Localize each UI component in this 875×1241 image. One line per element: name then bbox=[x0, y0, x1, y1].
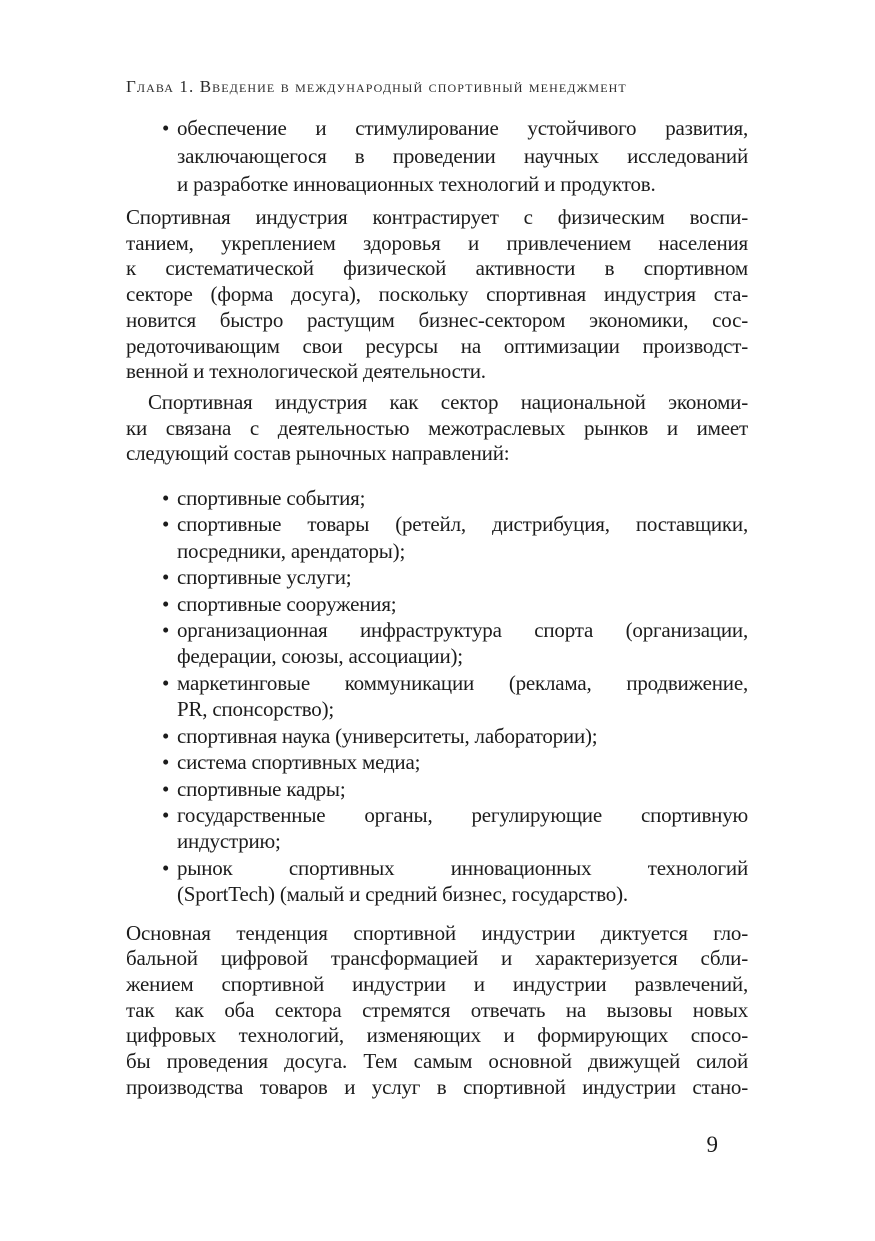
list-item bbox=[126, 564, 748, 590]
text-line: жением спортивной индустрии и индустрии развлечений, bbox=[126, 971, 748, 996]
text-line: заключающегося в проведении научных исследований bbox=[177, 144, 748, 168]
list-item bbox=[126, 855, 748, 908]
text-line: к систематической физической активности в спортивном bbox=[126, 256, 748, 281]
list-item bbox=[126, 114, 748, 198]
text-line: и разработке инновационных технологий и продуктов. bbox=[177, 172, 656, 196]
text-line: спортивные события; bbox=[177, 486, 366, 511]
text-line: редоточивающим свои ресурсы на оптимизации производст- bbox=[126, 333, 748, 358]
paragraph bbox=[126, 390, 748, 467]
text-line: индустрию; bbox=[177, 829, 281, 854]
bullet-icon: • bbox=[162, 618, 170, 643]
bullet-icon: • bbox=[162, 723, 170, 748]
text-line: бальной цифровой трансформацией и характеризуется сбли- bbox=[126, 946, 748, 971]
bullet-icon: • bbox=[162, 591, 170, 616]
market-list bbox=[126, 485, 748, 908]
list-item bbox=[126, 591, 748, 617]
text-line: следующий состав рыночных направлений: bbox=[126, 441, 510, 466]
text-line: федерации, союзы, ассоциации); bbox=[177, 644, 463, 669]
list-item bbox=[126, 617, 748, 670]
list-item bbox=[126, 749, 748, 775]
text-column bbox=[126, 76, 748, 1160]
bullet-icon: • bbox=[162, 565, 170, 590]
bullet-icon: • bbox=[162, 670, 170, 695]
text-line: PR, спонсорство); bbox=[177, 697, 335, 722]
bullet-icon: • bbox=[162, 512, 170, 537]
text-line: посредники, арендаторы); bbox=[177, 538, 406, 563]
running-head: Глава 1. Введение в международный спортивный менеджмент bbox=[126, 77, 627, 96]
text-line: организационная инфраструктура спорта (организации, bbox=[177, 618, 748, 643]
bullet-icon: • bbox=[162, 855, 170, 880]
bullet-icon: • bbox=[162, 776, 170, 801]
text-line: спортивная наука (университеты, лаборатории); bbox=[177, 723, 598, 748]
bullet-icon: • bbox=[162, 750, 170, 775]
text-line: венной и технологической деятельности. bbox=[126, 359, 486, 384]
text-line: система спортивных медиа; bbox=[177, 750, 421, 775]
text-line: спортивные сооружения; bbox=[177, 591, 397, 616]
paragraph bbox=[126, 205, 748, 385]
text-line: маркетинговые коммуникации (реклама, продвижение, bbox=[177, 670, 748, 695]
text-line: спортивные кадры; bbox=[177, 776, 346, 801]
text-line: секторе (форма досуга), поскольку спортивная индустрия ста- bbox=[126, 282, 748, 307]
opening-list bbox=[126, 114, 748, 198]
text-line: новится быстро растущим бизнес-сектором экономики, сос- bbox=[126, 307, 748, 332]
text-line: так как оба сектора стремятся отвечать на вызовы новых bbox=[126, 997, 748, 1022]
text-line: производства товаров и услуг в спортивной индустрии стано- bbox=[126, 1074, 748, 1099]
page-number: 9 bbox=[706, 1132, 718, 1158]
text-line: ки связана с деятельностью межотраслевых рынков и имеет bbox=[126, 415, 748, 440]
list-item bbox=[126, 485, 748, 511]
bullet-icon: • bbox=[162, 116, 170, 140]
bullet-icon: • bbox=[162, 486, 170, 511]
bullet-icon: • bbox=[162, 802, 170, 827]
text-line: Спортивная индустрия контрастирует с физическим воспи- bbox=[126, 205, 748, 229]
text-line: государственные органы, регулирующие спортивную bbox=[177, 802, 748, 827]
text-line: рынок спортивных инновационных технологий bbox=[177, 855, 748, 880]
text-line: Спортивная индустрия как сектор национальной экономи- bbox=[148, 389, 748, 414]
paragraph bbox=[126, 921, 748, 1101]
list-item bbox=[126, 723, 748, 749]
text-line: (SportTech) (малый и средний бизнес, государство). bbox=[177, 882, 628, 907]
text-line: цифровых технологий, изменяющих и формирующих спосо- bbox=[126, 1023, 748, 1048]
text-line: бы проведения досуга. Тем самым основной движущей силой bbox=[126, 1049, 748, 1074]
text-line: обеспечение и стимулирование устойчивого развития, bbox=[177, 116, 748, 140]
list-item bbox=[126, 670, 748, 723]
text-line: Основная тенденция спортивной индустрии диктуется гло- bbox=[126, 920, 748, 945]
text-line: танием, укреплением здоровья и привлечением населения bbox=[126, 230, 748, 255]
list-item bbox=[126, 802, 748, 855]
text-line: спортивные услуги; bbox=[177, 565, 352, 590]
list-item bbox=[126, 776, 748, 802]
text-line: спортивные товары (ретейл, дистрибуция, поставщики, bbox=[177, 512, 748, 537]
list-item bbox=[126, 511, 748, 564]
